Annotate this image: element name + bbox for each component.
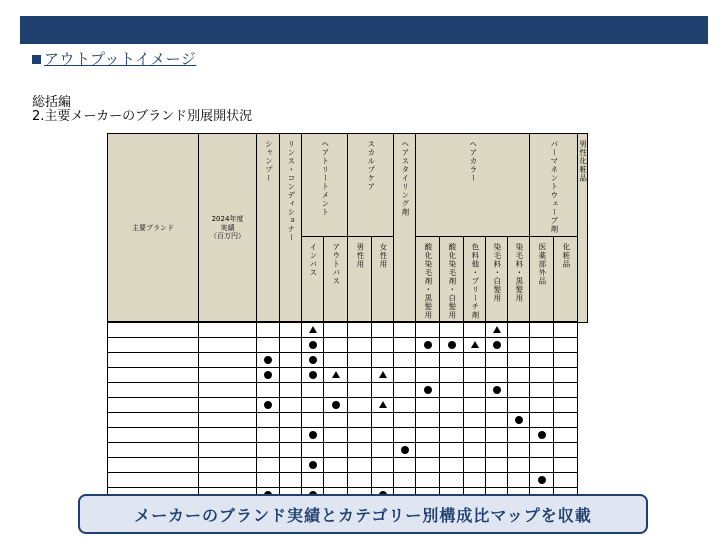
table-cell xyxy=(486,322,508,338)
table-cell xyxy=(372,368,394,383)
table-cell xyxy=(302,383,324,398)
table-cell xyxy=(372,398,394,413)
table-cell xyxy=(199,353,257,368)
table-cell xyxy=(372,353,394,368)
table-cell xyxy=(554,322,578,338)
table-cell xyxy=(440,398,464,413)
header-bar xyxy=(20,16,708,44)
circle-mark-icon xyxy=(538,431,546,439)
table-cell xyxy=(324,322,348,338)
table-cell xyxy=(440,383,464,398)
table-cell xyxy=(440,473,464,488)
table-cell xyxy=(554,428,578,443)
table-cell xyxy=(108,322,199,338)
section-title xyxy=(32,48,196,69)
table-cell xyxy=(508,473,530,488)
triangle-mark-icon xyxy=(471,341,479,348)
table-cell xyxy=(464,398,486,413)
table-cell xyxy=(486,383,508,398)
table-cell xyxy=(508,443,530,458)
table-cell xyxy=(416,368,440,383)
table-cell xyxy=(108,458,199,473)
brand-matrix-table xyxy=(107,133,588,533)
header-perm-quasi: 医薬部外品 xyxy=(530,236,554,322)
table-cell xyxy=(530,368,554,383)
table-cell xyxy=(348,353,372,368)
circle-mark-icon xyxy=(309,431,317,439)
table-cell xyxy=(508,338,530,353)
table-cell xyxy=(257,353,280,368)
table-cell xyxy=(440,428,464,443)
table-cell xyxy=(348,428,372,443)
table-cell xyxy=(199,398,257,413)
table-cell xyxy=(302,368,324,383)
table-cell xyxy=(394,322,416,338)
summary-banner: メーカーのブランド実績とカテゴリー別構成比マップを収載 xyxy=(78,494,648,534)
table-cell xyxy=(199,338,257,353)
table-cell xyxy=(302,473,324,488)
table-cell xyxy=(530,398,554,413)
circle-mark-icon xyxy=(401,446,409,454)
table-cell xyxy=(464,458,486,473)
table-cell xyxy=(394,443,416,458)
table-cell xyxy=(257,398,280,413)
table-cell xyxy=(530,322,554,338)
header-hc-temp-white: 染毛料・白髪用 xyxy=(486,236,508,322)
triangle-mark-icon xyxy=(309,326,317,333)
table-cell xyxy=(324,368,348,383)
table-cell xyxy=(416,322,440,338)
header-inbath: インバス xyxy=(302,236,324,322)
table-cell xyxy=(280,368,302,383)
table-cell xyxy=(324,413,348,428)
table-cell xyxy=(280,443,302,458)
table-cell xyxy=(554,383,578,398)
table-cell xyxy=(440,458,464,473)
table-cell xyxy=(554,353,578,368)
header-hc-black: 酸化染毛剤・黒髪用 xyxy=(416,236,440,322)
table-cell xyxy=(394,398,416,413)
circle-mark-icon xyxy=(264,401,272,409)
table-cell xyxy=(440,443,464,458)
table-cell xyxy=(108,338,199,353)
table-cell xyxy=(508,368,530,383)
table-cell xyxy=(280,473,302,488)
table-cell xyxy=(302,338,324,353)
table-cell xyxy=(199,383,257,398)
header-shampoo: シャンプー xyxy=(257,134,280,323)
header-scalp-group: スカルプケア xyxy=(348,134,394,237)
table-cell xyxy=(486,413,508,428)
table-cell xyxy=(108,443,199,458)
header-hc-bleach: 色料他・ブリーチ剤 xyxy=(464,236,486,322)
table-cell xyxy=(280,353,302,368)
table-cell xyxy=(508,398,530,413)
header-scalp-male: 男性用 xyxy=(348,236,372,322)
table-cell xyxy=(530,443,554,458)
table-cell xyxy=(394,383,416,398)
table-cell xyxy=(372,338,394,353)
table-cell xyxy=(348,368,372,383)
table-cell xyxy=(199,413,257,428)
table-cell xyxy=(257,458,280,473)
table-cell xyxy=(372,428,394,443)
table-cell xyxy=(394,338,416,353)
table-cell xyxy=(199,443,257,458)
header-perm-group: パーマネントウェーブ剤 xyxy=(530,134,578,237)
header-results-label: 実績 xyxy=(220,223,235,232)
header-results-year: 2024年度 xyxy=(211,215,244,224)
table-cell xyxy=(416,458,440,473)
table-cell xyxy=(199,473,257,488)
table-cell xyxy=(257,368,280,383)
table-cell xyxy=(324,443,348,458)
table-cell xyxy=(257,473,280,488)
heading-summary: 総括編 xyxy=(32,95,72,110)
table-row xyxy=(108,443,588,458)
table-cell xyxy=(530,458,554,473)
table-cell xyxy=(199,428,257,443)
table-cell xyxy=(394,458,416,473)
table-cell xyxy=(530,338,554,353)
table-cell xyxy=(464,473,486,488)
table-cell xyxy=(508,322,530,338)
table-cell xyxy=(257,322,280,338)
table-cell xyxy=(348,458,372,473)
table-cell xyxy=(280,398,302,413)
table-cell xyxy=(416,383,440,398)
circle-mark-icon xyxy=(493,341,501,349)
table-cell xyxy=(464,383,486,398)
table-cell xyxy=(554,443,578,458)
table-cell xyxy=(440,413,464,428)
table-cell xyxy=(486,458,508,473)
table-cell xyxy=(394,473,416,488)
table-cell xyxy=(372,322,394,338)
table-row xyxy=(108,473,588,488)
table-row xyxy=(108,383,588,398)
table-cell xyxy=(464,368,486,383)
section-title-text: アウトプットイメージ xyxy=(44,50,197,68)
header-scalp-female: 女性用 xyxy=(372,236,394,322)
circle-mark-icon xyxy=(538,476,546,484)
table-cell xyxy=(348,322,372,338)
table-cell xyxy=(280,322,302,338)
table-cell xyxy=(108,398,199,413)
table-cell xyxy=(508,353,530,368)
table-cell xyxy=(372,443,394,458)
table-cell xyxy=(348,383,372,398)
table-cell xyxy=(257,383,280,398)
table-cell xyxy=(280,428,302,443)
triangle-mark-icon xyxy=(493,326,501,333)
table-cell xyxy=(530,353,554,368)
table-cell xyxy=(257,413,280,428)
table-cell xyxy=(416,413,440,428)
table-cell xyxy=(440,368,464,383)
table-cell xyxy=(554,338,578,353)
table-cell xyxy=(324,428,348,443)
table-cell xyxy=(280,338,302,353)
table-cell xyxy=(440,338,464,353)
table-cell xyxy=(394,413,416,428)
table-cell xyxy=(508,458,530,473)
table-cell xyxy=(108,368,199,383)
table-cell xyxy=(416,338,440,353)
table-row xyxy=(108,368,588,383)
table-cell xyxy=(486,443,508,458)
table-cell xyxy=(554,413,578,428)
table-cell xyxy=(302,353,324,368)
circle-mark-icon xyxy=(264,371,272,379)
circle-mark-icon xyxy=(309,341,317,349)
table-cell xyxy=(257,428,280,443)
table-cell xyxy=(530,473,554,488)
table-row xyxy=(108,398,588,413)
circle-mark-icon xyxy=(424,386,432,394)
triangle-mark-icon xyxy=(379,401,387,408)
table-cell xyxy=(508,413,530,428)
table-cell xyxy=(554,458,578,473)
table-cell xyxy=(302,428,324,443)
header-treatment-group: ヘアトリートメント xyxy=(302,134,348,237)
header-hc-white: 酸化染毛剤・白髪用 xyxy=(440,236,464,322)
table-row xyxy=(108,322,588,338)
table-cell xyxy=(554,473,578,488)
table-cell xyxy=(394,353,416,368)
table-cell xyxy=(348,338,372,353)
table-cell xyxy=(508,383,530,398)
table-cell xyxy=(348,413,372,428)
table-cell xyxy=(440,322,464,338)
triangle-mark-icon xyxy=(332,371,340,378)
table-row xyxy=(108,338,588,353)
table-cell xyxy=(324,398,348,413)
table-cell xyxy=(464,413,486,428)
header-perm-cosmetic: 化粧品 xyxy=(554,236,578,322)
table-cell xyxy=(486,353,508,368)
table-cell xyxy=(416,473,440,488)
circle-mark-icon xyxy=(264,356,272,364)
circle-mark-icon xyxy=(332,401,340,409)
table-row xyxy=(108,458,588,473)
table-cell xyxy=(416,443,440,458)
table-cell xyxy=(199,368,257,383)
table-cell xyxy=(199,458,257,473)
table-cell xyxy=(348,398,372,413)
table-cell xyxy=(302,322,324,338)
table-cell xyxy=(440,353,464,368)
table-cell xyxy=(302,398,324,413)
table-cell xyxy=(486,398,508,413)
table-cell xyxy=(486,368,508,383)
table-cell xyxy=(372,473,394,488)
header-brand: 主要ブランド xyxy=(108,134,199,323)
table-cell xyxy=(280,413,302,428)
table-cell xyxy=(464,353,486,368)
header-outbath: アウトバス xyxy=(324,236,348,322)
table-cell xyxy=(199,322,257,338)
table-cell xyxy=(416,398,440,413)
header-styling: ヘアスタイリング剤 xyxy=(394,134,416,323)
table-cell xyxy=(108,413,199,428)
table-cell xyxy=(486,428,508,443)
circle-mark-icon xyxy=(424,341,432,349)
table-cell xyxy=(508,428,530,443)
circle-mark-icon xyxy=(515,416,523,424)
table-cell xyxy=(554,368,578,383)
header-mens-cosmetics: 男性化粧品 xyxy=(578,134,588,323)
table-cell xyxy=(324,473,348,488)
table-cell xyxy=(302,413,324,428)
table-cell xyxy=(372,458,394,473)
table-row xyxy=(108,413,588,428)
table-cell xyxy=(257,338,280,353)
table-row xyxy=(108,428,588,443)
table-cell xyxy=(302,458,324,473)
heading-brand-deployment: 2.主要メーカーのブランド別展開状況 xyxy=(32,109,253,124)
table-cell xyxy=(324,338,348,353)
table-cell xyxy=(464,443,486,458)
table-cell xyxy=(324,383,348,398)
table-cell xyxy=(324,458,348,473)
table-cell xyxy=(372,383,394,398)
table-cell xyxy=(108,383,199,398)
table-cell xyxy=(257,443,280,458)
table-cell xyxy=(554,398,578,413)
header-results xyxy=(199,134,257,323)
table-cell xyxy=(464,338,486,353)
header-results-unit: （百万円） xyxy=(210,231,245,240)
triangle-mark-icon xyxy=(379,371,387,378)
table-cell xyxy=(108,353,199,368)
table-cell xyxy=(486,473,508,488)
table-cell xyxy=(464,428,486,443)
square-bullet-icon xyxy=(32,55,41,64)
table-row xyxy=(108,353,588,368)
table-cell xyxy=(464,322,486,338)
table-cell xyxy=(348,473,372,488)
table-cell xyxy=(530,428,554,443)
table-cell xyxy=(394,368,416,383)
table-cell xyxy=(372,413,394,428)
table-cell xyxy=(416,428,440,443)
table-cell xyxy=(302,443,324,458)
header-rinse: リンス・コンディショナー xyxy=(280,134,302,323)
circle-mark-icon xyxy=(309,356,317,364)
table-cell xyxy=(324,353,348,368)
circle-mark-icon xyxy=(309,461,317,469)
table-cell xyxy=(348,443,372,458)
table-cell xyxy=(108,473,199,488)
circle-mark-icon xyxy=(493,386,501,394)
circle-mark-icon xyxy=(309,371,317,379)
circle-mark-icon xyxy=(448,341,456,349)
table-cell xyxy=(108,428,199,443)
table-cell xyxy=(394,428,416,443)
table-cell xyxy=(530,413,554,428)
table-cell xyxy=(280,458,302,473)
table-cell xyxy=(416,353,440,368)
table-cell xyxy=(280,383,302,398)
table-cell xyxy=(486,338,508,353)
header-hc-temp-black: 染毛料・黒髪用 xyxy=(508,236,530,322)
table-cell xyxy=(530,383,554,398)
header-haircolor-group: ヘアカラー xyxy=(416,134,530,237)
